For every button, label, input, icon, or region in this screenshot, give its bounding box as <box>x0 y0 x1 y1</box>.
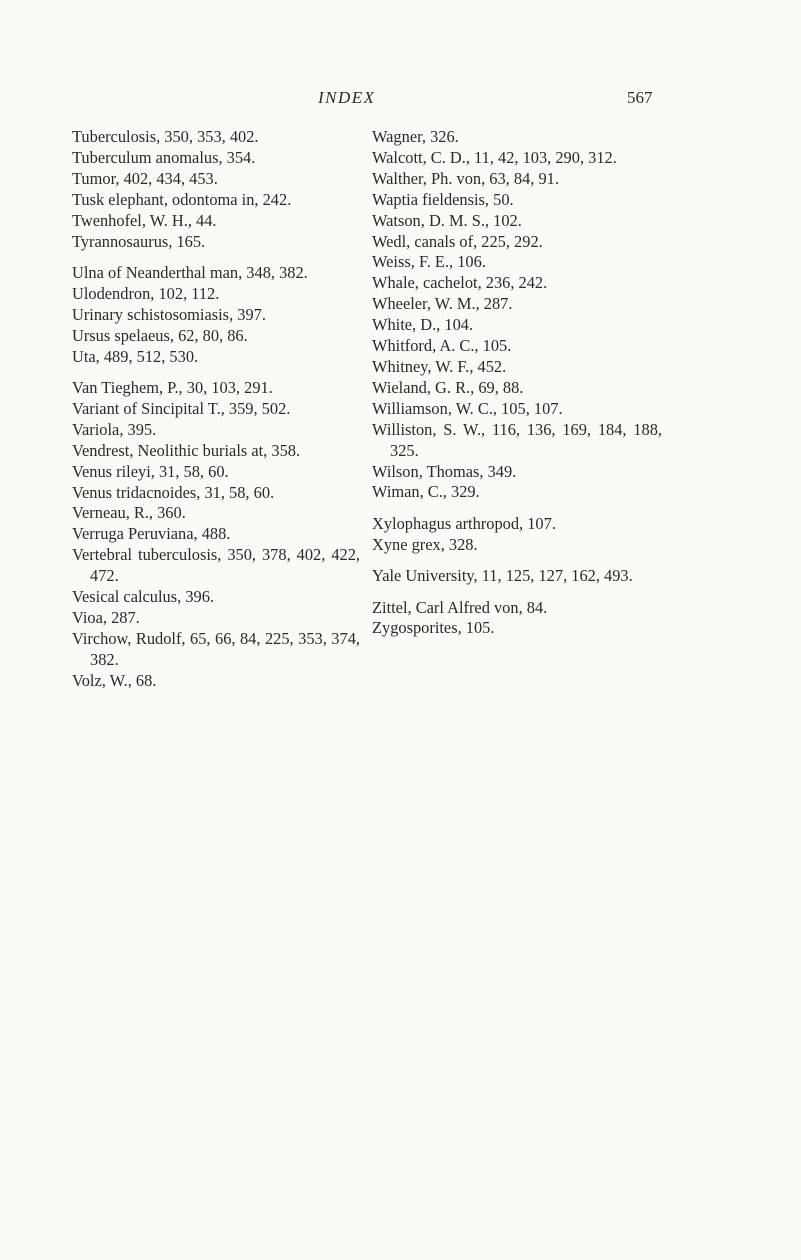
index-entry: Waptia fieldensis, 50. <box>372 189 514 209</box>
index-entry: Vesical calculus, 396. <box>72 587 215 607</box>
index-entry: Virchow, Rudolf, 65, 66, 84, 225, 353, 374, 382. <box>72 628 360 669</box>
index-group-z <box>372 598 662 640</box>
index-entry: Variant of Sincipital T., 359, 502. <box>72 398 291 418</box>
header-title: INDEX <box>318 88 376 107</box>
index-entry: Whale, cachelot, 236, 242. <box>372 273 548 293</box>
index-entry: Ulna of Neanderthal man, 348, 382. <box>72 262 308 282</box>
index-group-u <box>72 263 360 368</box>
index-entry: Xyne grex, 328. <box>372 534 478 554</box>
index-entry: Wilson, Thomas, 349. <box>372 461 517 481</box>
index-group-v <box>72 378 360 692</box>
index-entry: Xylophagus arthropod, 107. <box>372 513 556 533</box>
index-entry: Venus tridacnoides, 31, 58, 60. <box>72 482 275 502</box>
index-entry: Variola, 395. <box>72 419 157 439</box>
index-entry: Ursus spelaeus, 62, 80, 86. <box>72 325 248 345</box>
index-group-t <box>72 127 360 252</box>
index-entry: Tuberculum anomalus, 354. <box>72 147 256 167</box>
index-entry: White, D., 104. <box>372 315 474 335</box>
index-entry: Venus rileyi, 31, 58, 60. <box>72 461 229 481</box>
index-group-x <box>372 514 662 556</box>
index-entry: Whitford, A. C., 105. <box>372 336 512 356</box>
index-entry: Whitney, W. F., 452. <box>372 356 507 376</box>
index-column-right <box>372 127 662 650</box>
running-header <box>0 88 801 112</box>
index-entry: Weiss, F. E., 106. <box>372 252 486 272</box>
index-entry: Tumor, 402, 434, 453. <box>72 168 218 188</box>
index-entry: Tyrannosaurus, 165. <box>72 231 206 251</box>
index-group-w <box>372 127 662 503</box>
index-column-left <box>72 127 360 702</box>
index-entry: Vendrest, Neolithic burials at, 358. <box>72 440 301 460</box>
page-number: 567 <box>627 88 653 107</box>
index-entry: Williston, S. W., 116, 136, 169, 184, 188, 325. <box>372 419 662 460</box>
index-entry: Wheeler, W. M., 287. <box>372 294 513 314</box>
index-entry: Wagner, 326. <box>372 127 459 146</box>
index-entry: Verruga Peruviana, 488. <box>72 524 231 544</box>
index-entry: Watson, D. M. S., 102. <box>372 210 522 230</box>
index-entry: Vertebral tuberculosis, 350, 378, 402, 422, 472. <box>72 545 360 586</box>
index-entry: Wiman, C., 329. <box>372 482 480 502</box>
index-entry: Twenhofel, W. H., 44. <box>72 210 217 230</box>
index-entry: Tuberculosis, 350, 353, 402. <box>72 127 259 146</box>
index-entry: Walther, Ph. von, 63, 84, 91. <box>372 168 559 188</box>
index-entry: Volz, W., 68. <box>72 670 157 690</box>
index-entry: Van Tieghem, P., 30, 103, 291. <box>72 377 273 397</box>
index-entry: Verneau, R., 360. <box>72 503 186 523</box>
index-entry: Wedl, canals of, 225, 292. <box>372 231 543 251</box>
index-entry: Uta, 489, 512, 530. <box>72 346 199 366</box>
index-entry: Tusk elephant, odontoma in, 242. <box>72 189 292 209</box>
index-entry: Vioa, 287. <box>72 607 140 627</box>
index-entry: Ulodendron, 102, 112. <box>72 283 220 303</box>
index-group-y <box>372 566 662 587</box>
index-entry: Walcott, C. D., 11, 42, 103, 290, 312. <box>372 147 617 167</box>
index-entry: Zittel, Carl Alfred von, 84. <box>372 597 548 617</box>
index-entry: Urinary schistosomiasis, 397. <box>72 304 266 324</box>
index-entry: Wieland, G. R., 69, 88. <box>372 377 524 397</box>
index-entry: Williamson, W. C., 105, 107. <box>372 398 563 418</box>
index-entry: Yale University, 11, 125, 127, 162, 493. <box>372 566 633 586</box>
index-entry: Zygosporites, 105. <box>372 618 495 638</box>
